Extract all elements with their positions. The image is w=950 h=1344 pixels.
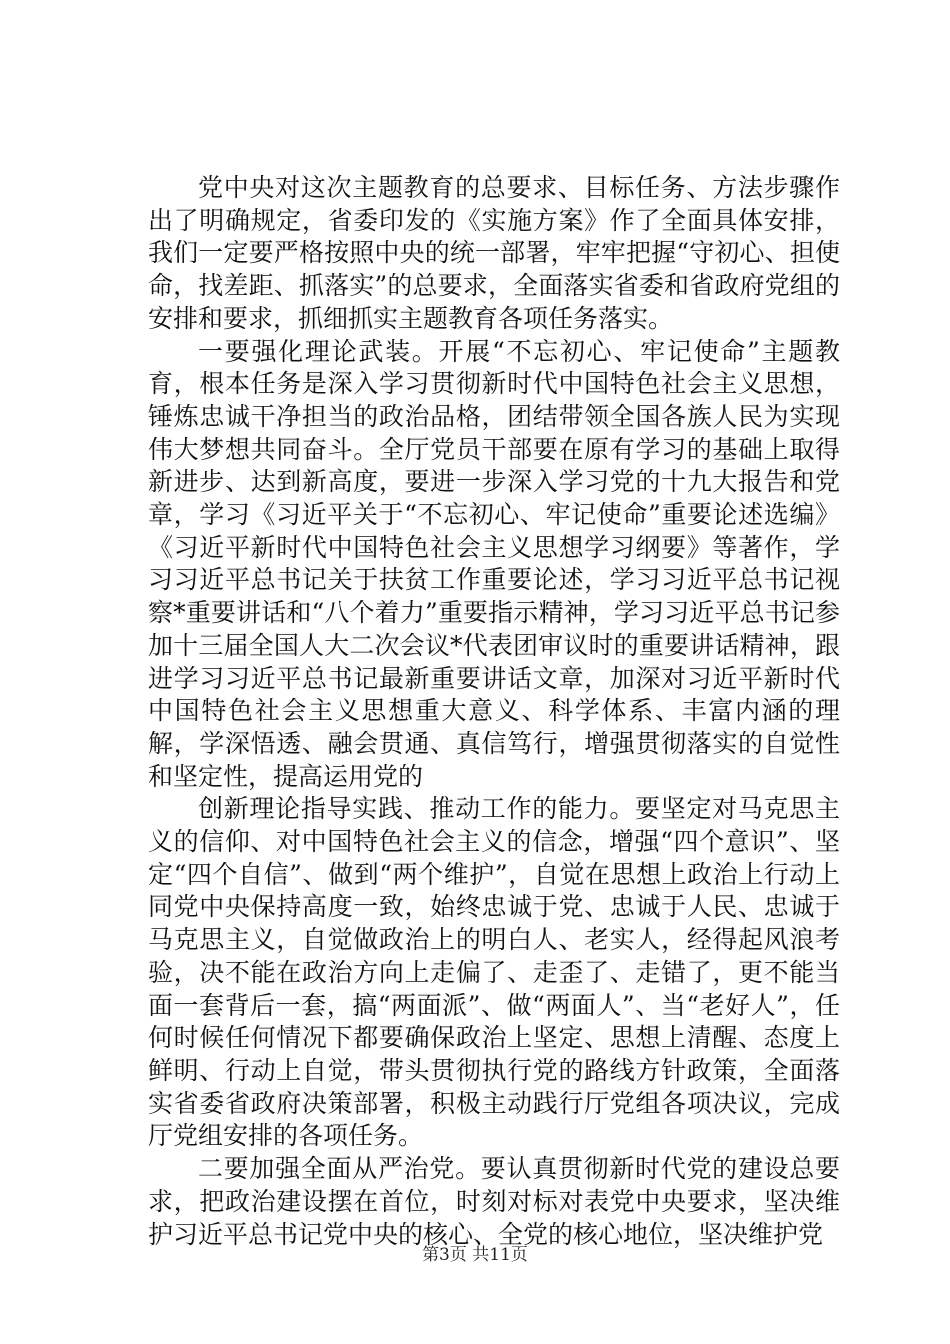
paragraph-theory: 一要强化理论武装。开展“不忘初心、牢记使命”主题教育，根本任务是深入学习贯彻新时代中国特色社会主义思想，锤炼忠诚干净担当的政治品格，团结带领全国各族人民为实现伟大梦想共同奋斗。全厅党员干部要在原有学习的基础上取得新进步、达到新高度，要进一步深入学习党的十九大报告和党章，学习《习近平关于“不忘初心、牢记使命”重要论述选编》《习近平新时代中国特色社会主义思想学习纲要》等著作，学习习近平总书记关于扶贫工作重要论述，学习习近平总书记视察*重要讲话和“八个着力”重要指示精神，学习习近平总书记参加十三届全国人大二次会议*代表团审议时的重要讲话精神，跟进学习习近平总书记最新重要讲话文章，加深对习近平新时代中国特色社会主义思想重大意义、科学体系、丰富内涵的理解，学深悟透、融会贯通、真信笃行，增强贯彻落实的自觉性和坚定性，提高运用党的 <box>148 336 840 791</box>
page-footer: 第3页 共11页 <box>422 1245 528 1265</box>
document-body <box>148 172 840 1251</box>
paragraph-innovation: 创新理论指导实践、推动工作的能力。要坚定对马克思主义的信仰、对中国特色社会主义的信念，增强“四个意识”、坚定“四个自信”、做到“两个维护”，自觉在思想上政治上行动上同党中央保持高度一致，始终忠诚于党、忠诚于人民、忠诚于马克思主义，自觉做政治上的明白人、老实人，经得起风浪考验，决不能在政治方向上走偏了、走歪了、走错了，更不能当面一套背后一套，搞“两面派”、做“两面人”、当“老好人”，任何时候任何情况下都要确保政治上坚定、思想上清醒、态度上鲜明、行动上自觉，带头贯彻执行党的路线方针政策，全面落实省委省政府决策部署，积极主动践行厅党组各项决议，完成厅党组安排的各项任务。 <box>148 794 840 1151</box>
paragraph-intro: 党中央对这次主题教育的总要求、目标任务、方法步骤作出了明确规定，省委印发的《实施方案》作了全面具体安排，我们一定要严格按照中央的统一部署，牢牢把握“守初心、担使命，找差距、抓落实”的总要求，全面落实省委和省政府党组的安排和要求，抓细抓实主题教育各项任务落实。 <box>148 173 840 333</box>
paragraph-party-governance: 二要加强全面从严治党。要认真贯彻新时代党的建设总要求，把政治建设摆在首位，时刻对标对表党中央要求，坚决维护习近平总书记党中央的核心、全党的核心地位，坚决维护党 <box>148 1154 840 1249</box>
